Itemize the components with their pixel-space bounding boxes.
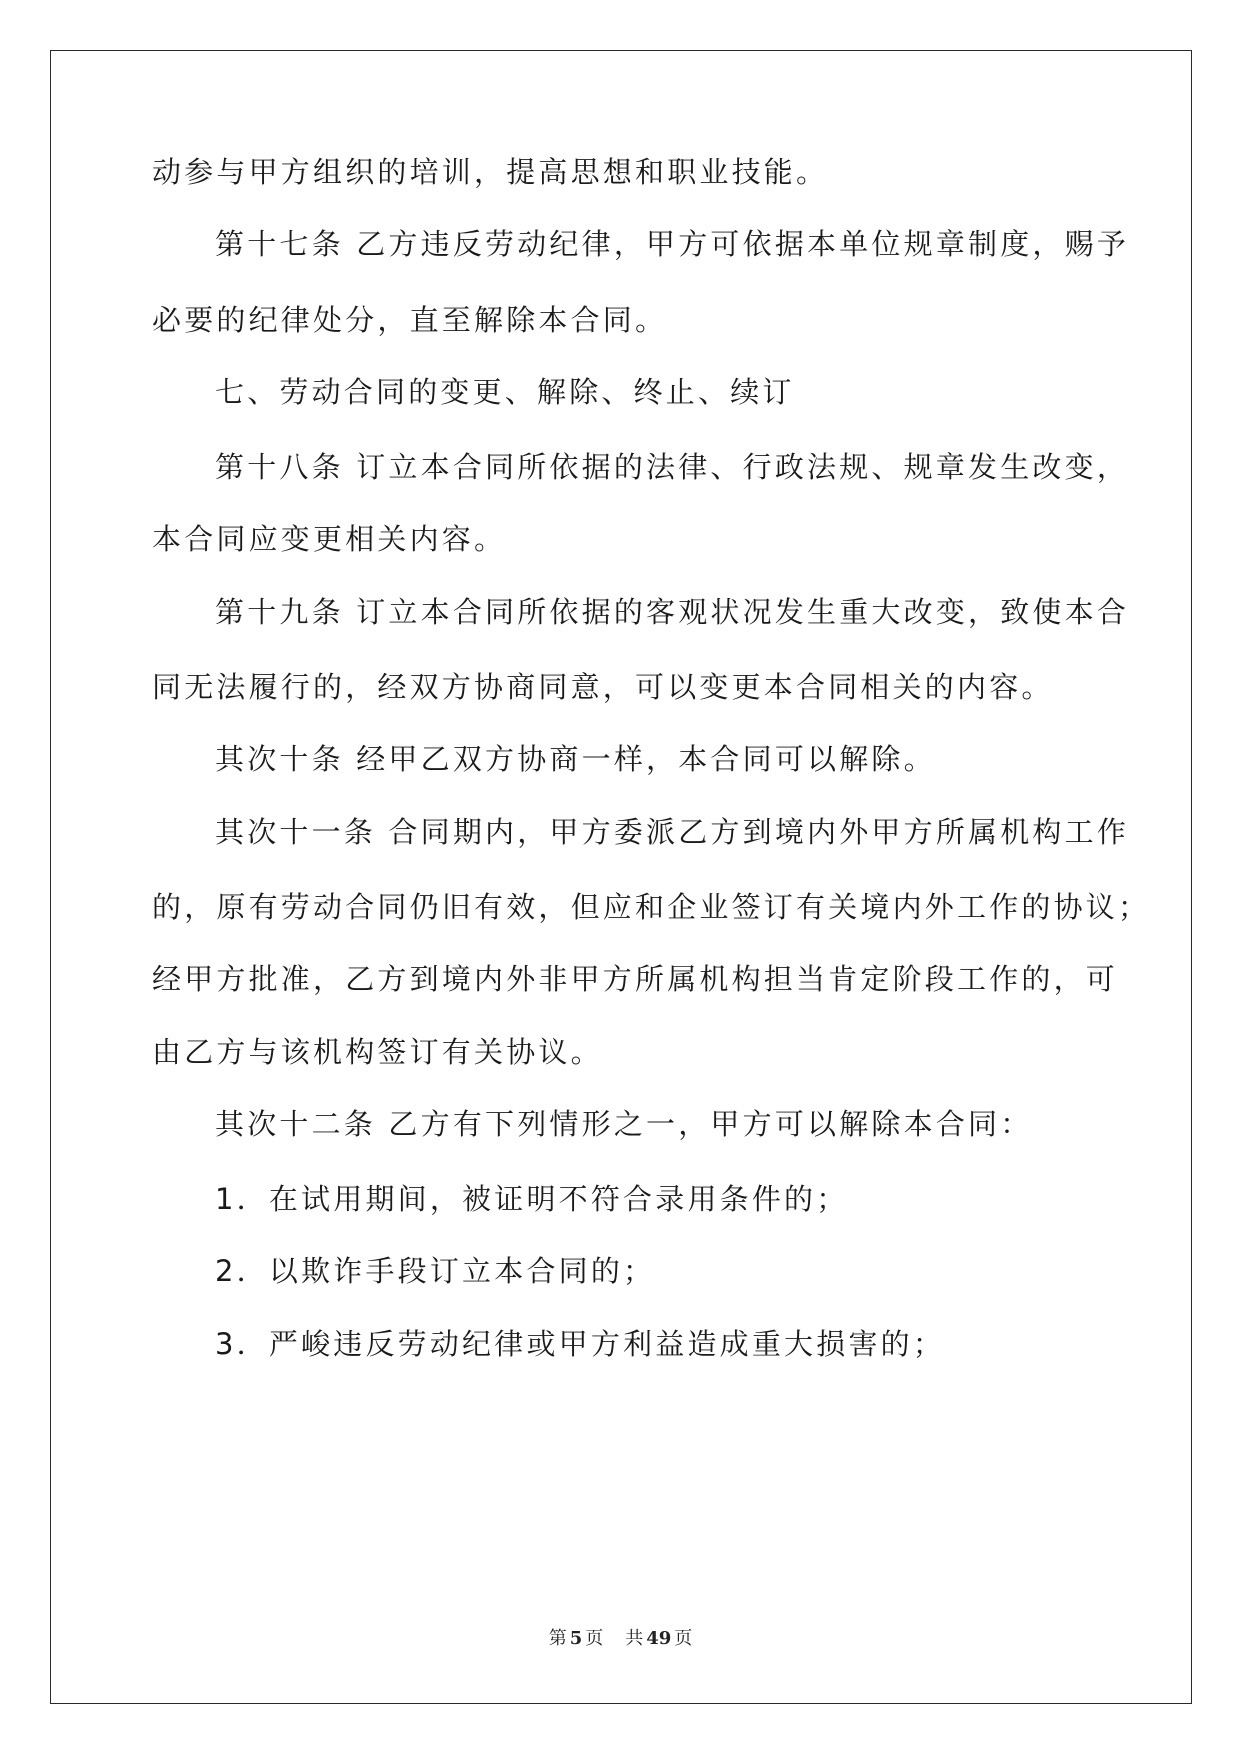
page-footer: [0, 1624, 1241, 1650]
text-line-11: 的，原有劳动合同仍旧有效，但应和企业签订有关境内外工作的协议；: [152, 890, 1151, 924]
list-item-2: 2．以欺诈手段订立本合同的；: [215, 1254, 656, 1288]
text-line-5: 第十八条 订立本合同所依据的法律、行政法规、规章发生改变，: [215, 450, 1130, 484]
text-line-7: 第十九条 订立本合同所依据的客观状况发生重大改变，致使本合: [215, 595, 1130, 629]
page-border: [50, 50, 1192, 1704]
total-suffix: 页: [674, 1628, 693, 1649]
list-item-3: 3．严峻违反劳动纪律或甲方利益造成重大损害的；: [215, 1327, 946, 1361]
text-line-3: 必要的纪律处分，直至解除本合同。: [152, 303, 668, 337]
list-item-1: 1．在试用期间，被证明不符合录用条件的；: [215, 1182, 849, 1216]
text-line-6: 本合同应变更相关内容。: [152, 522, 507, 556]
text-line-10: 其次十一条 合同期内，甲方委派乙方到境内外甲方所属机构工作: [215, 815, 1130, 849]
page-number: 5: [569, 1628, 583, 1649]
text-line-2: 第十七条 乙方违反劳动纪律，甲方可依据本单位规章制度，赐予: [215, 227, 1130, 261]
total-pages: 49: [646, 1628, 672, 1649]
page-suffix: 页: [585, 1628, 604, 1649]
text-line-8: 同无法履行的，经双方协商同意，可以变更本合同相关的内容。: [152, 670, 1054, 704]
text-line-13: 由乙方与该机构签订有关协议。: [152, 1035, 603, 1069]
text-line-9: 其次十条 经甲乙双方协商一样，本合同可以解除。: [215, 742, 936, 776]
total-prefix: 共: [625, 1628, 644, 1649]
text-line-14: 其次十二条 乙方有下列情形之一，甲方可以解除本合同：: [215, 1107, 1033, 1141]
footer-prefix: 第: [548, 1628, 567, 1649]
section-heading: 七、劳动合同的变更、解除、终止、续订: [215, 375, 795, 409]
text-line-12: 经甲方批准，乙方到境内外非甲方所属机构担当肯定阶段工作的，可: [152, 962, 1119, 996]
text-line-1: 动参与甲方组织的培训，提高思想和职业技能。: [152, 155, 829, 189]
